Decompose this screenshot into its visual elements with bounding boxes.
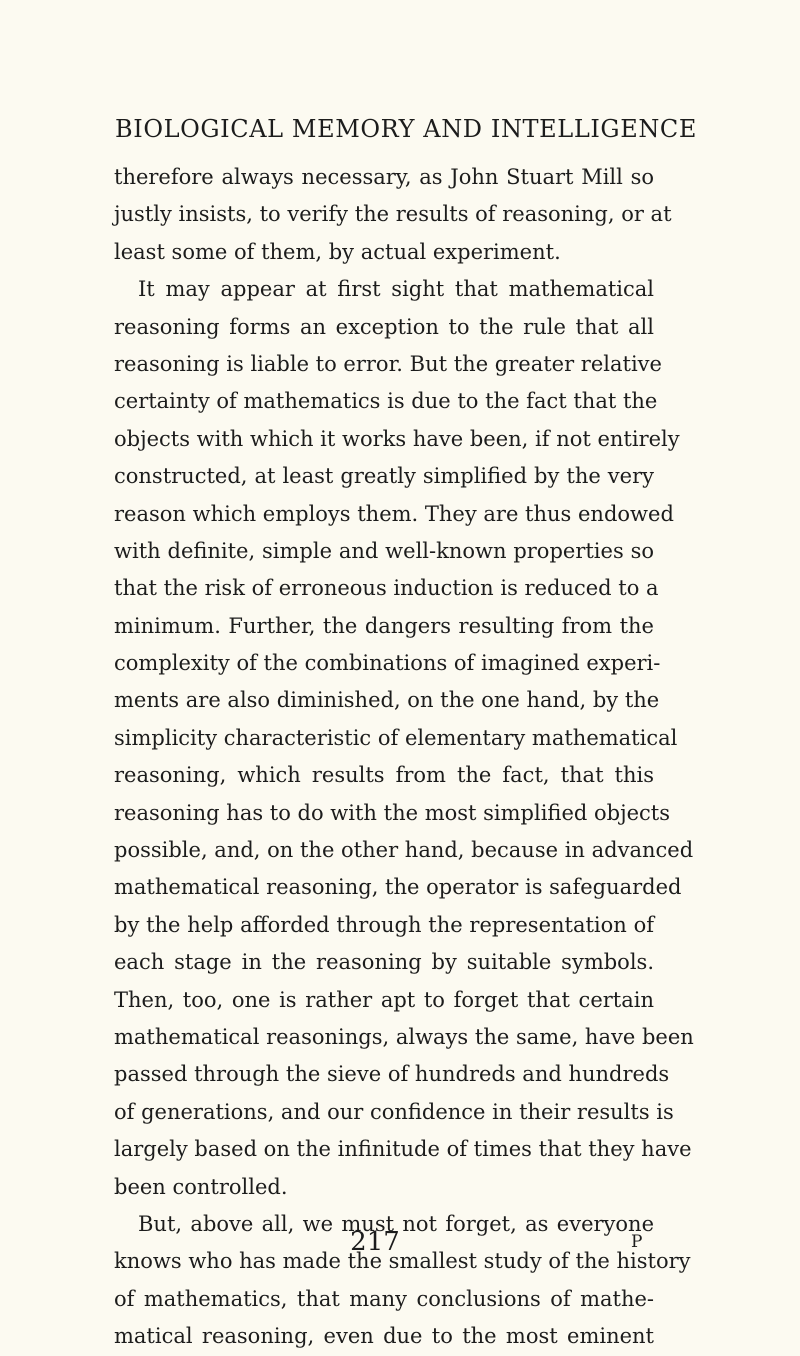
text-line: therefore always necessary, as John Stuart Mill so bbox=[114, 165, 654, 189]
text-line: It may appear at first sight that mathematical bbox=[138, 277, 654, 302]
text-line: of mathematics, that many conclusions of mathe- bbox=[114, 1286, 654, 1311]
text-line: possible, and, on the other hand, because in advanced bbox=[114, 838, 694, 863]
text-line: complexity of the combinations of imagined experi- bbox=[114, 651, 661, 676]
text-line: knows who has made the smallest study of the history bbox=[114, 1249, 691, 1274]
text-line: ments are also diminished, on the one hand, by the bbox=[114, 688, 660, 713]
text-line: that the risk of erroneous induction is reduced to a bbox=[114, 576, 659, 601]
text-line: simplicity characteristic of elementary mathematical bbox=[114, 725, 678, 750]
text-line: But, above all, we must not forget, as everyone bbox=[138, 1211, 654, 1236]
text-line: been controlled. bbox=[114, 1174, 288, 1199]
text-line: reasoning has to do with the most simplified objects bbox=[114, 800, 670, 825]
text-line: by the help afforded through the representation of bbox=[114, 912, 654, 937]
text-line: mathematical reasoning, the operator is safeguarded bbox=[114, 875, 682, 900]
text-line: justly insists, to verify the results of reasoning, or at bbox=[114, 202, 672, 227]
signature-mark: P bbox=[631, 1232, 643, 1252]
text-line: of generations, and our confidence in their results is bbox=[114, 1099, 674, 1124]
page-number: 217 bbox=[350, 1227, 400, 1257]
text-line: passed through the sieve of hundreds and hundreds bbox=[114, 1062, 670, 1087]
body-text bbox=[114, 159, 694, 1356]
text-line: each stage in the reasoning by suitable symbols. bbox=[114, 950, 654, 975]
text-line: constructed, at least greatly simplified by the very bbox=[114, 464, 654, 489]
text-line: least some of them, by actual experiment. bbox=[114, 239, 561, 264]
text-line: reasoning, which results from the fact, that this bbox=[114, 763, 654, 788]
text-line: reason which employs them. They are thus endowed bbox=[114, 501, 674, 526]
text-line: mathematical reasonings, always the same, have been bbox=[114, 1024, 694, 1049]
text-line: minimum. Further, the dangers resulting from the bbox=[114, 613, 654, 638]
text-line: with definite, simple and well-known properties so bbox=[114, 538, 654, 563]
text-line: Then, too, one is rather apt to forget that certain bbox=[114, 987, 654, 1012]
text-line: objects with which it works have been, if not entirely bbox=[114, 426, 680, 451]
text-line: matical reasoning, even due to the most eminent bbox=[114, 1324, 654, 1349]
text-line: largely based on the infinitude of times that they have bbox=[114, 1137, 692, 1162]
text-line: certainty of mathematics is due to the fact that the bbox=[114, 389, 658, 414]
text-line: reasoning forms an exception to the rule that all bbox=[114, 314, 654, 339]
text-line: reasoning is liable to error. But the greater relative bbox=[114, 351, 662, 376]
running-head: BIOLOGICAL MEMORY AND INTELLIGENCE bbox=[115, 115, 698, 143]
